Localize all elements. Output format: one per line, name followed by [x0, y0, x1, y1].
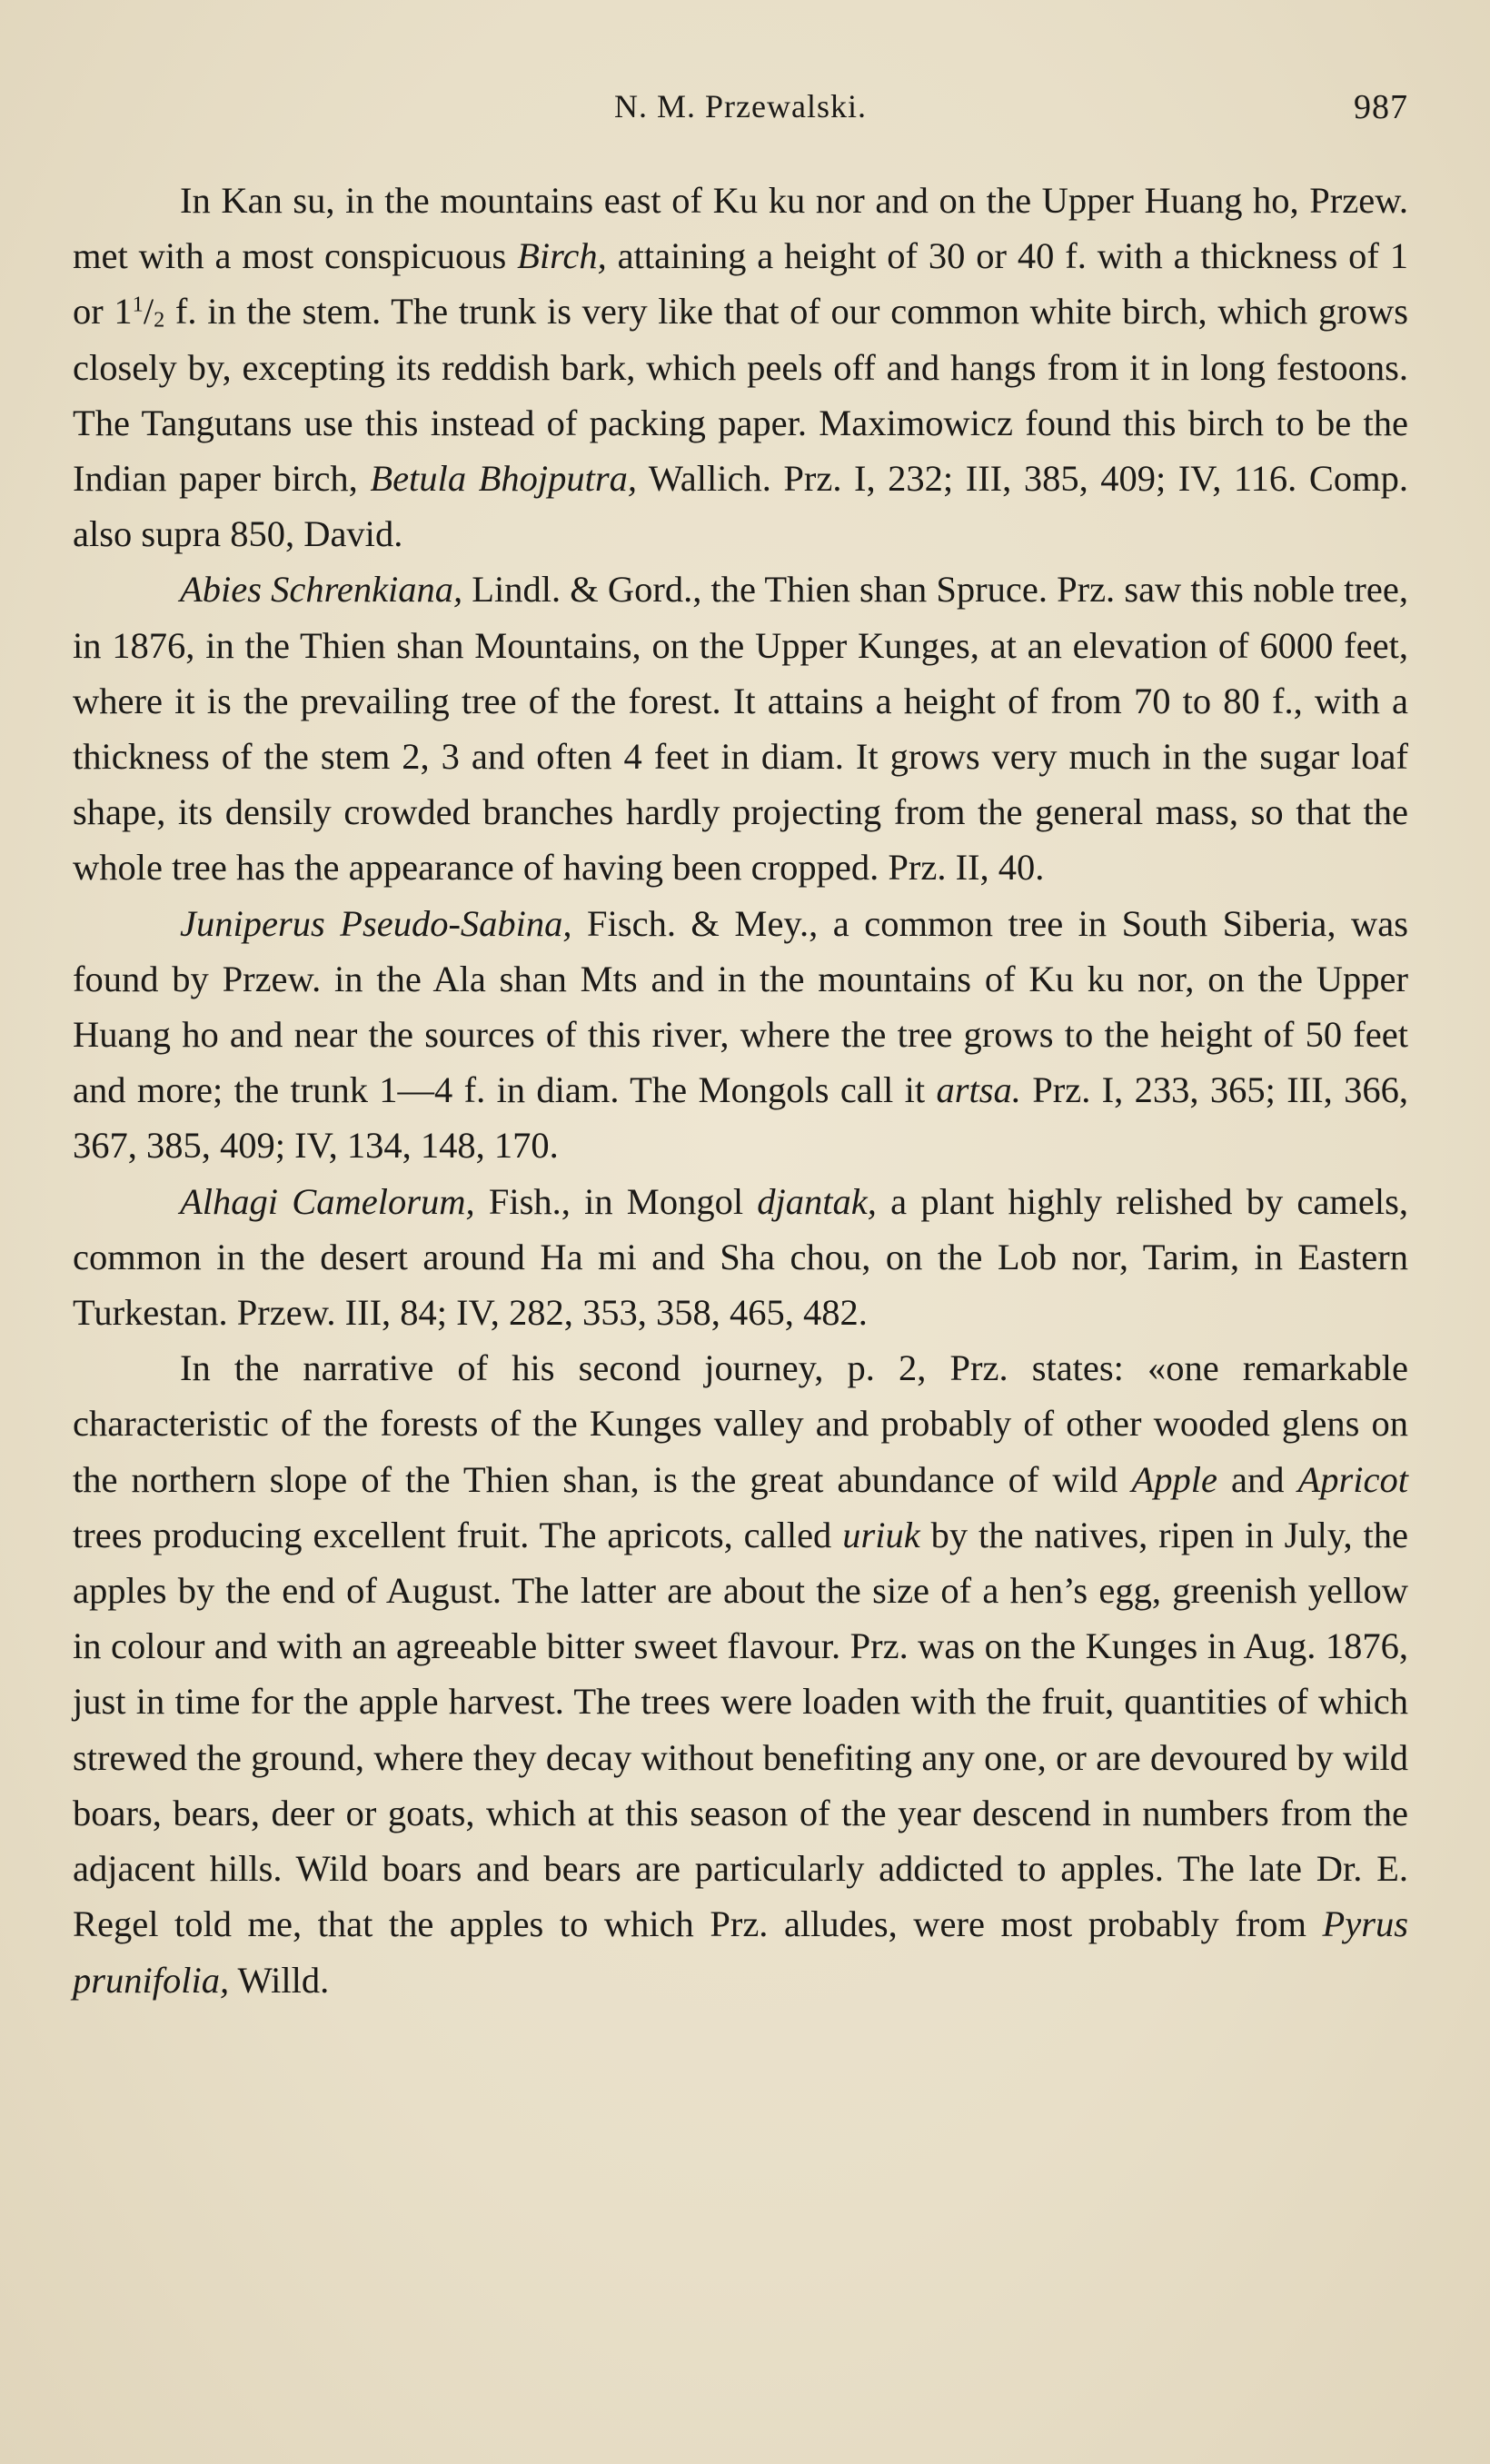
text-run: by the natives, ripen in July, the apples by the end of August. The latter are about the size of a hen’s egg, greenish yellow in colour and with an agreeable bitter sweet flavour. Prz. was on the Kunges in Aug. 1876, just in time for the apple harvest. The trees were loaden with the fruit, quantities of which strewed the ground, where they decay without benefiting any one, or are devoured by wild boars, bears, deer or goats, which at this season of the year descend in numbers from the adjacent hills. Wild boars and bears are particularly addicted to apples. The late Dr. E. Regel told me, that the apples to which Prz. alludes, were most probably from — [73, 1514, 1408, 1945]
text-run: Willd. — [229, 1959, 330, 2001]
paragraph-alhagi — [73, 1174, 1408, 1341]
text-run: In the narrative of his second journey, p. 2, Prz. states: «one remarkable characteristic of the forests of the Kunges valley and probably of other wooded glens on the northern slope of the Thien shan, is the great abundance of wild — [73, 1347, 1408, 1500]
text-run: Fish., in Mongol — [474, 1180, 758, 1222]
italic-term: Pyrus prunifolia, — [73, 1903, 1408, 2001]
italic-term: Abies Schrenkiana, — [180, 569, 463, 611]
text-run: attaining a height of 30 or 40 f. with a thickness of 1 or 1 — [73, 235, 1408, 333]
italic-term: Apple — [1131, 1458, 1217, 1500]
italic-term: uriuk — [842, 1514, 920, 1555]
text-run: / — [143, 291, 154, 333]
page-number: 987 — [1354, 88, 1408, 126]
paragraph-abies — [73, 561, 1408, 895]
italic-term: Alhagi Camelorum, — [180, 1180, 475, 1222]
running-title: N. M. Przewalski. — [614, 88, 867, 124]
text-run: Fisch. & Mey., a common tree in South Siberia, was found by Przew. in the Ala shan Mts and in the mountains of Ku ku nor, on the Upper Huang ho and near the sources of this river, where the tree grows to the height of 50 feet and more; the trunk 1—4 f. in diam. The Mongols call it — [73, 902, 1408, 1111]
text-run: Wallich. Prz. I, 232; III, 385, 409; IV, 116. Comp. also supra 850, David. — [73, 458, 1408, 555]
italic-term: Juniperus Pseudo-Sabina, — [180, 902, 572, 944]
text-run: trees producing excellent fruit. The apricots, called — [73, 1514, 843, 1555]
paragraph-juniperus — [73, 896, 1408, 1174]
italic-term: artsa. — [936, 1069, 1021, 1111]
fraction-denominator: 2 — [154, 308, 165, 333]
text-run: a plant highly relished by camels, common in the desert around Ha mi and Sha chou, on the Lob nor, Tarim, in Eastern Turkestan. Przew. III, 84; IV, 282, 353, 358, 465, 482. — [73, 1180, 1408, 1334]
body-text — [73, 173, 1408, 2008]
fraction-numerator: 1 — [132, 293, 144, 318]
text-run: and — [1217, 1458, 1298, 1500]
paragraph-birch — [73, 173, 1408, 561]
paragraph-apples — [73, 1340, 1408, 2007]
text-run: Prz. I, 233, 365; III, 366, 367, 385, 409; IV, 134, 148, 170. — [73, 1069, 1408, 1167]
text-run: Lindl. & Gord., the Thien shan Spruce. Prz. saw this noble tree, in 1876, in the Thien shan Mountains, on the Upper Kunges, at an elevation of 6000 feet, where it is the prevailing tree of the forest. It attains a height of from 70 to 80 f., with a thickness of the stem 2, 3 and often 4 feet in diam. It grows very much in the sugar loaf shape, its densily crowded branches hardly projecting from the general mass, so that the whole tree has the appearance of having been cropped. Prz. II, 40. — [73, 569, 1408, 889]
italic-term: Betula Bhojputra, — [370, 458, 637, 500]
italic-term: Apricot — [1297, 1458, 1408, 1500]
text-run: In Kan su, in the mountains east of Ku ku nor and on the Upper Huang ho, Przew. met with a most conspicuous — [73, 180, 1408, 277]
italic-term: Birch, — [517, 235, 607, 277]
italic-term: djantak, — [757, 1180, 877, 1222]
page-header — [73, 87, 1408, 145]
text-run: f. in the stem. The trunk is very like that of our common white birch, which grows closely by, excepting its reddish bark, which peels off and hangs from it in long festoons. The Tangutans use this instead of packing paper. Maximowicz found this birch to be the Indian paper birch, — [73, 291, 1408, 500]
